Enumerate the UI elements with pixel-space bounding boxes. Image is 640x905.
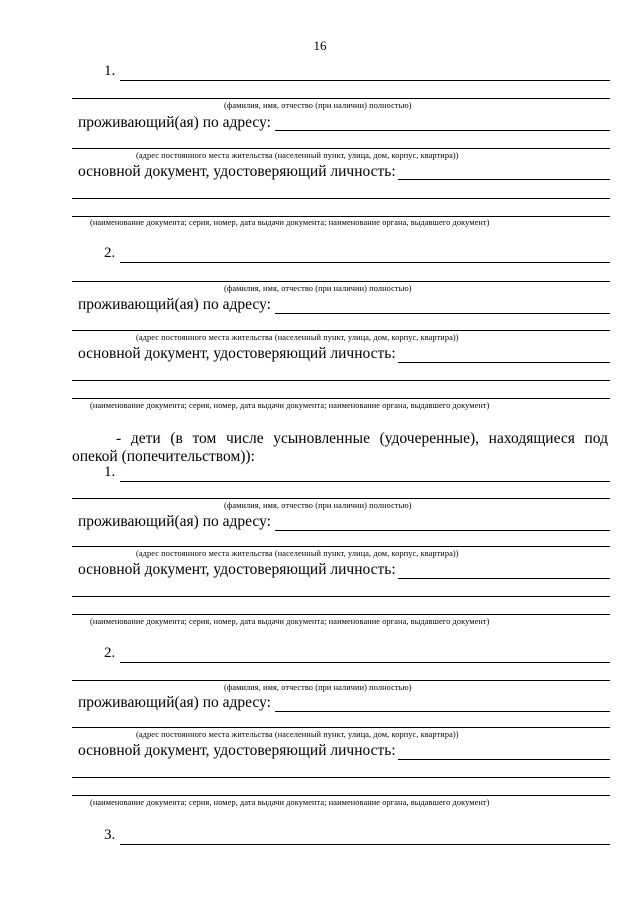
address-caption: (адрес постоянного места жительства (населенный пункт, улица, дом, корпус, квартира)) bbox=[136, 333, 459, 342]
children-section-heading: - дети (в том числе усыновленные (удочеренные), находящиеся под опекой (попечительством)): bbox=[72, 430, 608, 465]
id-document-field-line-3[interactable] bbox=[72, 216, 610, 217]
address-field-line-continued[interactable] bbox=[72, 546, 610, 547]
fio-caption: (фамилия, имя, отчество (при наличии) полностью) bbox=[224, 683, 412, 692]
address-field-line-continued[interactable] bbox=[72, 148, 610, 149]
address-caption: (адрес постоянного места жительства (населенный пункт, улица, дом, корпус, квартира)) bbox=[136, 549, 459, 558]
id-document-field-line[interactable] bbox=[398, 578, 610, 579]
id-document-field-line-3[interactable] bbox=[72, 795, 610, 796]
document-caption: (наименование документа; серия, номер, дата выдачи документа; наименование органа, выдавшего документ) bbox=[90, 218, 490, 227]
residing-address-label: проживающий(ая) по адресу: bbox=[78, 513, 271, 530]
id-document-field-line-2[interactable] bbox=[72, 198, 610, 199]
fio-field-line[interactable] bbox=[120, 80, 610, 81]
fio-field-line[interactable] bbox=[120, 481, 610, 482]
fio-field-line[interactable] bbox=[120, 844, 610, 845]
address-field-line[interactable] bbox=[275, 130, 610, 131]
id-document-field-line-2[interactable] bbox=[72, 380, 610, 381]
residing-address-label: проживающий(ая) по адресу: bbox=[78, 114, 271, 131]
id-document-field-line-3[interactable] bbox=[72, 398, 610, 399]
fio-field-line-continued[interactable] bbox=[72, 98, 610, 99]
fio-field-line[interactable] bbox=[120, 262, 610, 263]
id-document-field-line-2[interactable] bbox=[72, 777, 610, 778]
residing-address-label: проживающий(ая) по адресу: bbox=[78, 296, 271, 313]
residing-address-label: проживающий(ая) по адресу: bbox=[78, 694, 271, 711]
id-document-label: основной документ, удостоверяющий личность: bbox=[78, 561, 396, 578]
address-field-line[interactable] bbox=[275, 530, 610, 531]
entry-number: 1. bbox=[104, 63, 116, 79]
fio-field-line-continued[interactable] bbox=[72, 498, 610, 499]
address-field-line[interactable] bbox=[275, 711, 610, 712]
fio-field-line-continued[interactable] bbox=[72, 281, 610, 282]
address-field-line-continued[interactable] bbox=[72, 727, 610, 728]
id-document-field-line-2[interactable] bbox=[72, 596, 610, 597]
entry-number: 1. bbox=[104, 464, 116, 480]
id-document-label: основной документ, удостоверяющий личность: bbox=[78, 163, 396, 180]
fio-caption: (фамилия, имя, отчество (при наличии) полностью) bbox=[224, 101, 412, 110]
id-document-field-line[interactable] bbox=[398, 362, 610, 363]
address-field-line[interactable] bbox=[275, 313, 610, 314]
id-document-field-line[interactable] bbox=[398, 759, 610, 760]
document-caption: (наименование документа; серия, номер, дата выдачи документа; наименование органа, выдавшего документ) bbox=[90, 798, 490, 807]
id-document-field-line-3[interactable] bbox=[72, 614, 610, 615]
entry-number: 2. bbox=[104, 645, 116, 661]
entry-number: 2. bbox=[104, 245, 116, 261]
address-field-line-continued[interactable] bbox=[72, 330, 610, 331]
document-caption: (наименование документа; серия, номер, дата выдачи документа; наименование органа, выдавшего документ) bbox=[90, 401, 490, 410]
address-caption: (адрес постоянного места жительства (населенный пункт, улица, дом, корпус, квартира)) bbox=[136, 730, 459, 739]
entry-number: 3. bbox=[104, 827, 116, 843]
id-document-field-line[interactable] bbox=[398, 179, 610, 180]
id-document-label: основной документ, удостоверяющий личность: bbox=[78, 742, 396, 759]
address-caption: (адрес постоянного места жительства (населенный пункт, улица, дом, корпус, квартира)) bbox=[136, 151, 459, 160]
fio-field-line-continued[interactable] bbox=[72, 680, 610, 681]
fio-caption: (фамилия, имя, отчество (при наличии) полностью) bbox=[224, 501, 412, 510]
fio-caption: (фамилия, имя, отчество (при наличии) полностью) bbox=[224, 284, 412, 293]
id-document-label: основной документ, удостоверяющий личность: bbox=[78, 345, 396, 362]
fio-field-line[interactable] bbox=[120, 662, 610, 663]
page-number: 16 bbox=[313, 38, 327, 53]
document-caption: (наименование документа; серия, номер, дата выдачи документа; наименование органа, выдавшего документ) bbox=[90, 617, 490, 626]
